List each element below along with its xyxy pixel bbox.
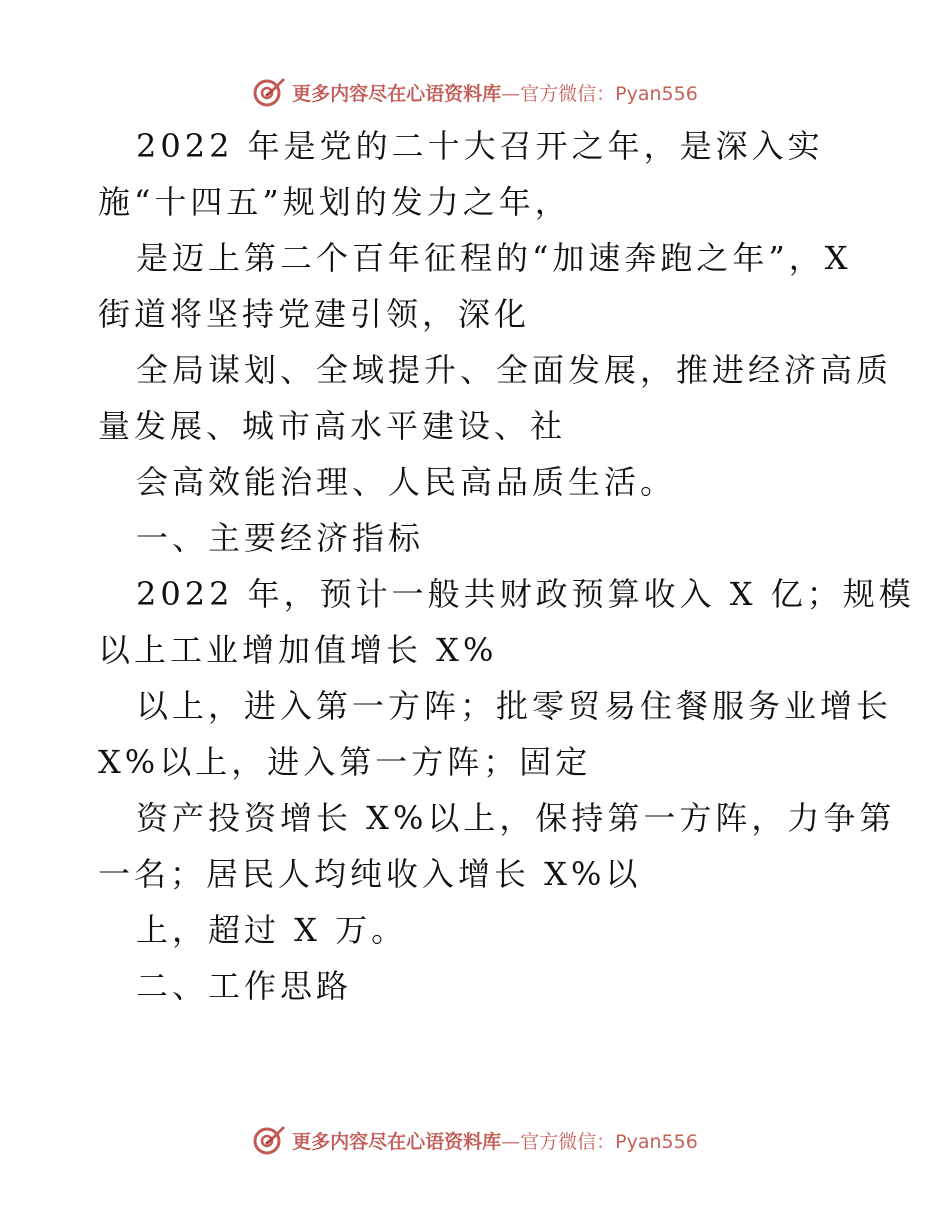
text-line: 2022 年，预计一般共财政预算收入 X 亿；规模 (136, 575, 915, 613)
text-line: 资产投资增长 X%以上，保持第一方阵，力争第 (136, 799, 896, 837)
watermark-suffix: 官方微信：Pyan556 (520, 1130, 698, 1153)
text-line: 以上工业增加值增长 X% (98, 631, 498, 669)
text-line: 二、工作思路 (136, 967, 353, 1005)
watermark-separator: — (501, 1130, 521, 1153)
watermark-main: 更多内容尽在心语资料库 (292, 1130, 502, 1153)
text-line: 一、主要经济指标 (136, 519, 425, 557)
brush-logo-icon (252, 1123, 286, 1157)
text-line: 量发展、城市高水平建设、社 (98, 407, 567, 445)
text-line: 全局谋划、全域提升、全面发展，推进经济高质 (136, 351, 893, 389)
text-line: 会高效能治理、人民高品质生活。 (136, 463, 677, 501)
brush-logo-icon (252, 75, 286, 109)
watermark-suffix: 官方微信：Pyan556 (520, 82, 698, 105)
text-line: 一名；居民人均纯收入增长 X%以 (98, 855, 642, 893)
text-line: X%以上，进入第一方阵；固定 (98, 743, 592, 781)
footer-watermark-text (292, 1127, 698, 1154)
watermark-separator: — (501, 82, 521, 105)
document-body (98, 118, 915, 1014)
text-line: 街道将坚持党建引领，深化 (98, 295, 531, 333)
text-line: 是迈上第二个百年征程的“加速奔跑之年”，X (136, 239, 852, 277)
text-line: 以上，进入第一方阵；批零贸易住餐服务业增长 (136, 687, 893, 725)
text-line: 2022 年是党的二十大召开之年，是深入实 (136, 127, 824, 165)
text-line: 施“十四五”规划的发力之年， (98, 183, 571, 221)
text-line: 上，超过 X 万。 (136, 911, 408, 949)
watermark-main: 更多内容尽在心语资料库 (292, 82, 502, 105)
footer-watermark (0, 1120, 950, 1160)
header-watermark (0, 72, 950, 112)
header-watermark-text (292, 79, 698, 106)
